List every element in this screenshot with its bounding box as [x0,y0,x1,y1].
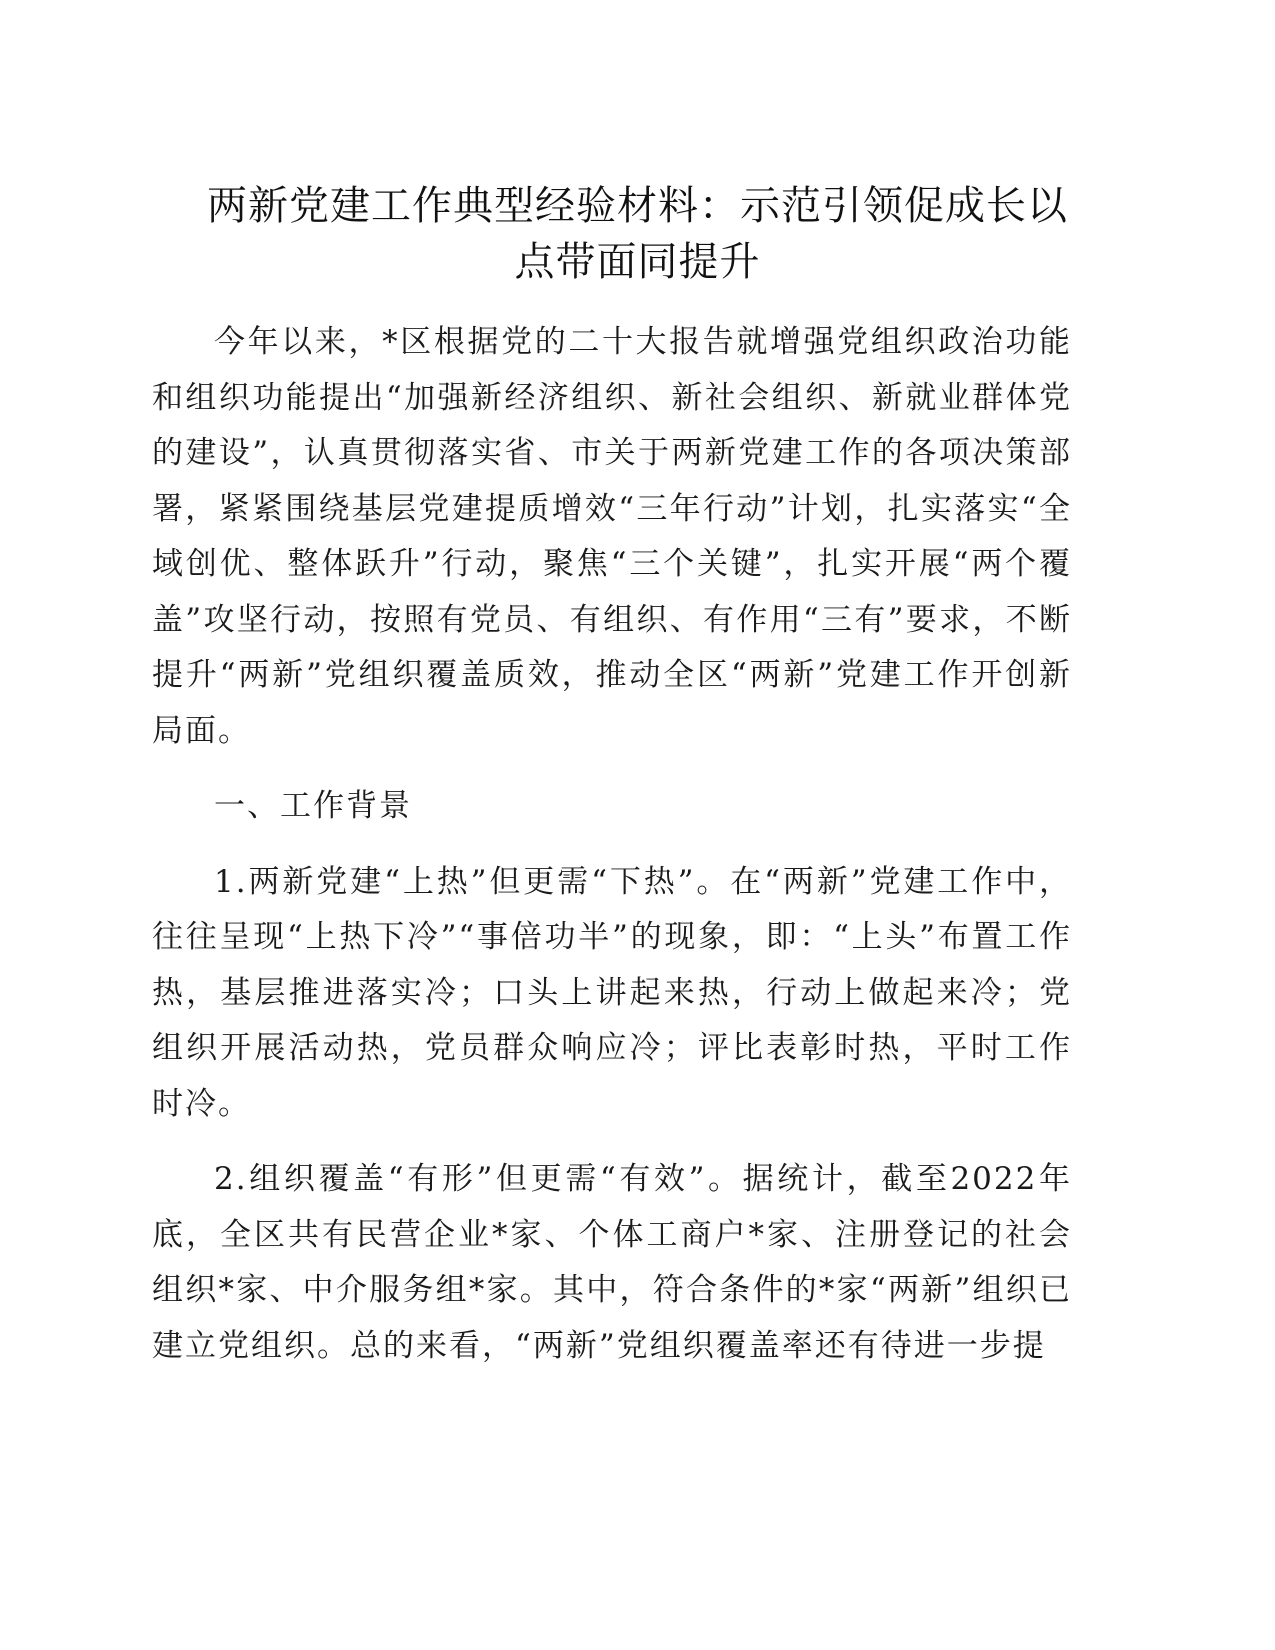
title-line-2: 点带面同提升 [514,239,761,285]
paragraph-point-2: 2.组织覆盖“有形”但更需“有效”。据统计，截至2022年底，全区共有民营企业*家、个体工商户*家、注册登记的社会组织*家、中介服务组*家。其中，符合条件的*家“两新”组织已建立党组织。总的来看，“两新”党组织覆盖率还有待进一步提 [152,1161,1072,1364]
intro-paragraph: 今年以来，*区根据党的二十大报告就增强党组织政治功能和组织功能提出“加强新经济组织、新社会组织、新就业群体党的建设”，认真贯彻落实省、市关于两新党建工作的各项决策部署，紧紧围绕基层党建提质增效“三年行动”计划，扎实落实“全域创优、整体跃升”行动，聚焦“三个关键”，扎实开展“两个覆盖”攻坚行动，按照有党员、有组织、有作用“三有”要求，不断提升“两新”党组织覆盖质效，推动全区“两新”党建工作开创新局面。 [152,324,1072,749]
paragraph-point-1: 1.两新党建“上热”但更需“下热”。在“两新”党建工作中，往往呈现“上热下冷”“事倍功半”的现象，即：“上头”布置工作热，基层推进落实冷；口头上讲起来热，行动上做起来冷；党组织开展活动热，党员群众响应冷；评比表彰时热，平时工作时冷。 [152,863,1072,1122]
document-title [150,178,1125,290]
document-body [152,315,1072,1374]
section-heading-background: 一、工作背景 [214,788,412,824]
title-line-1: 两新党建工作典型经验材料：示范引领促成长以 [207,183,1068,229]
